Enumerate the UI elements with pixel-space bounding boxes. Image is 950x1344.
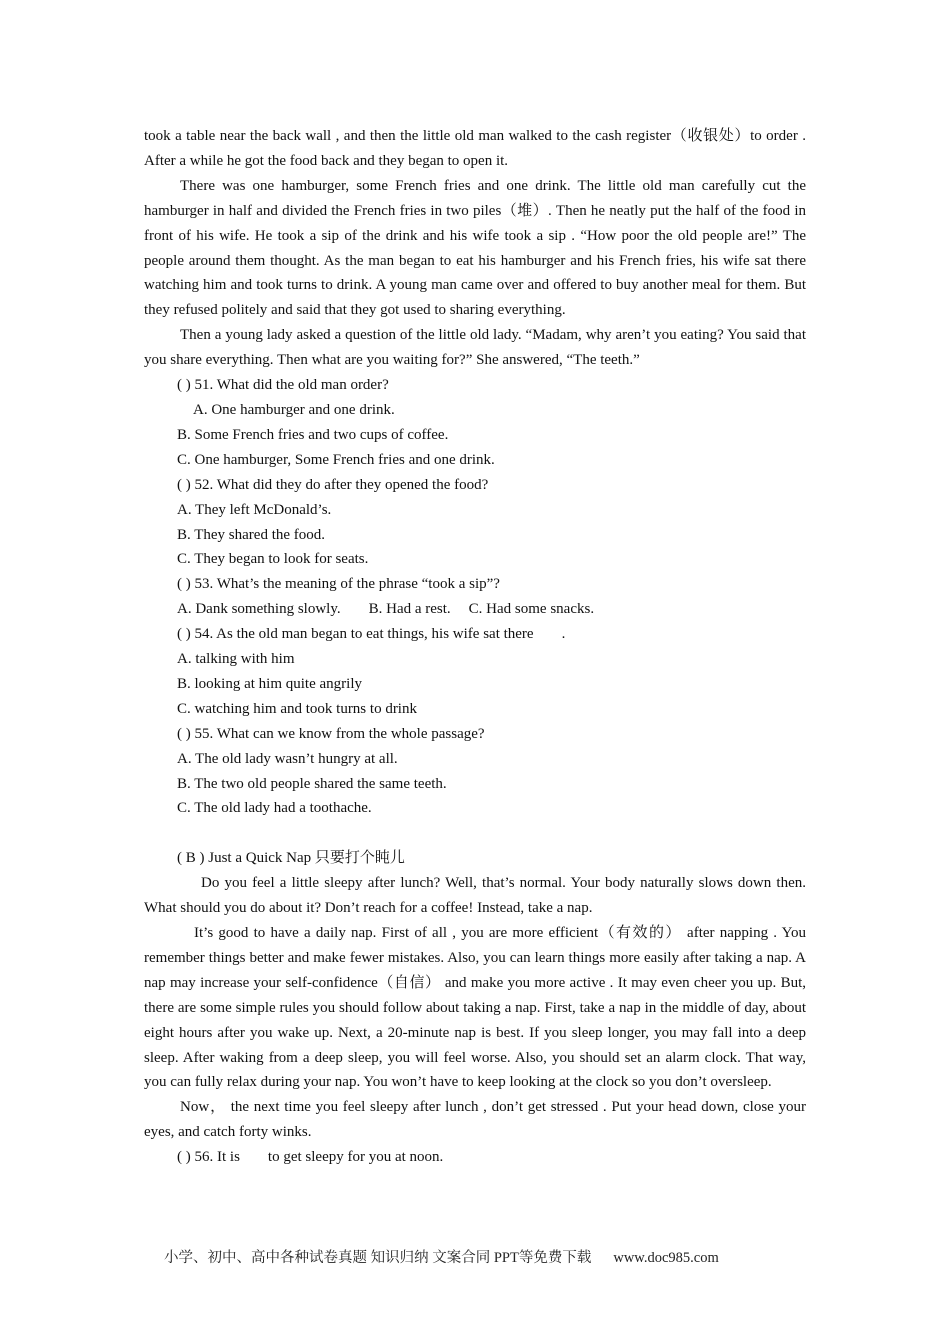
question-stem: ( ) 52. What did they do after they opened the food? xyxy=(177,476,489,493)
question-option: A. Dank something slowly. xyxy=(177,601,341,618)
question-option: B. They shared the food. xyxy=(177,526,326,543)
question-option: C. watching him and took turns to drink xyxy=(177,700,417,717)
question-52 xyxy=(144,473,806,573)
question-options-row xyxy=(144,597,806,622)
document-page xyxy=(144,124,806,1170)
question-stem: ( ) 53. What’s the meaning of the phrase “took a sip”? xyxy=(177,576,500,593)
question-stem-text: ( ) 54. As the old man began to eat things, his wife sat there xyxy=(177,626,534,643)
passage-a-paragraph-3: Then a young lady asked a question of the little old lady. “Madam, why aren’t you eating? You said that you share everything. Then what are you waiting for?” She answered, “The teeth.” xyxy=(144,327,806,369)
question-option: C. They began to look for seats. xyxy=(177,551,369,568)
question-option: C. The old lady had a toothache. xyxy=(177,800,372,817)
passage-a-paragraph-1: took a table near the back wall , and then the little old man walked to the cash register（收银处）to order . After a while he got the food back and they began to open it. xyxy=(144,128,806,169)
question-option: B. looking at him quite angrily xyxy=(177,675,362,692)
question-stem-end: to get sleepy for you at noon. xyxy=(267,1149,444,1166)
question-stem-text: ( ) 56. It is xyxy=(177,1149,240,1166)
footer-url[interactable]: www.doc985.com xyxy=(613,1250,719,1266)
question-option: C. One hamburger, Some French fries and one drink. xyxy=(177,451,495,468)
passage-b-paragraph-2: It’s good to have a daily nap. First of all , you are more efficient（有效的） after napping . You remember things better and make fewer mistakes. Also, you can learn things more easily after taking a nap. A nap may increase your self-confidence（自信） and make you more active . It may even cheer you up. But, there are some simple rules you should follow about taking a nap. First, take a nap in the middle of day, about eight hours after you wake up. Next, a 20-minute nap is best. If you sleep longer, you may fall into a deep sleep. After waking from a deep sleep, you will feel worse. Also, you should set an alarm clock. That way, you can fully relax during your nap. You won’t have to keep looking at the clock so you don’t oversleep. xyxy=(144,924,806,1091)
passage-b-paragraph-1: Do you feel a little sleepy after lunch? Well, that’s normal. Your body naturally slows down then. What should you do about it? Don’t reach for a coffee! Instead, take a nap. xyxy=(144,875,806,917)
question-stem xyxy=(144,622,806,647)
question-stem: ( ) 55. What can we know from the whole passage? xyxy=(177,725,485,742)
question-stem-end: . xyxy=(561,626,566,643)
question-option: B. Some French fries and two cups of coffee. xyxy=(177,426,449,443)
question-51 xyxy=(144,373,806,473)
question-option: A. talking with him xyxy=(177,651,295,668)
question-53 xyxy=(144,572,806,622)
question-option: B. Had a rest. xyxy=(368,601,451,618)
footer-text: 小学、初中、高中各种试卷真题 知识归纳 文案合同 PPT等免费下载 xyxy=(164,1250,592,1266)
passage-b-paragraph-3: Now， the next time you feel sleepy after lunch , don’t get stressed . Put your head down, close your eyes, and catch forty winks. xyxy=(144,1099,806,1141)
question-option: A. They left McDonald’s. xyxy=(177,501,332,518)
question-option: C. Had some snacks. xyxy=(468,601,595,618)
passage-a-paragraph-2: There was one hamburger, some French fries and one drink. The little old man carefully cut the hamburger in half and divided the French fries in two piles（堆）. Then he neatly put the half of the food in front of his wife. He took a sip of the drink and his wife took a sip . “How poor the old people are!” The people around them thought. As the man began to eat his hamburger and his French fries, his wife sat there watching him and took turns to drink. A young man came over and offered to buy another meal for them. But they refused politely and said that they got used to sharing everything. xyxy=(144,177,806,319)
page-footer xyxy=(164,1246,804,1267)
question-option: A. One hamburger and one drink. xyxy=(193,401,395,418)
question-56 xyxy=(144,1145,806,1170)
spacer xyxy=(144,821,806,846)
question-55 xyxy=(144,722,806,822)
passage-b-heading: ( B ) Just a Quick Nap 只要打个盹儿 xyxy=(177,850,405,867)
question-stem: ( ) 51. What did the old man order? xyxy=(177,377,389,394)
question-option: B. The two old people shared the same teeth. xyxy=(177,775,447,792)
question-54 xyxy=(144,622,806,722)
question-option: A. The old lady wasn’t hungry at all. xyxy=(177,750,398,767)
